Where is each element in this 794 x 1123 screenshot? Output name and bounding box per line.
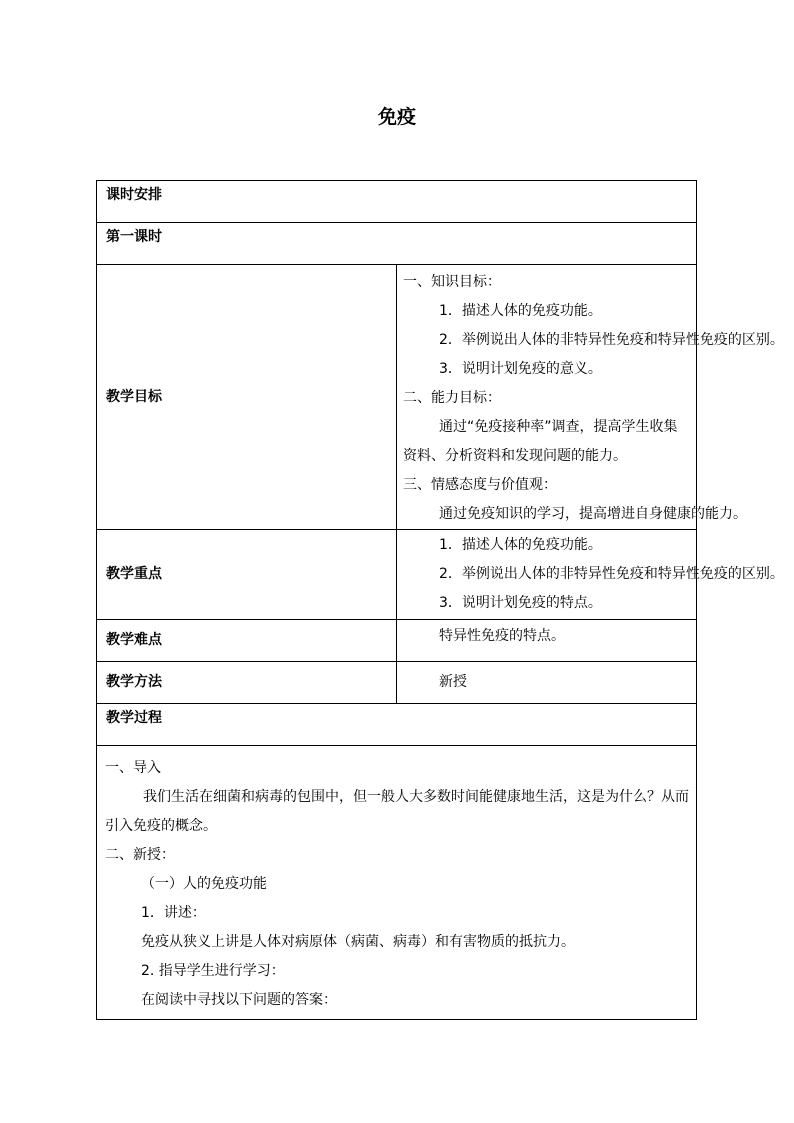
- table-row: [97, 662, 697, 704]
- table-row: [97, 704, 697, 746]
- process-line: 在阅读中寻找以下问题的答案：: [141, 992, 337, 1008]
- key-points-cell: [397, 530, 784, 620]
- key-point-line: 3．说明计划免疫的特点。: [439, 595, 602, 611]
- methods-cell: [397, 662, 697, 704]
- key-points-label: 教学重点: [97, 530, 397, 620]
- process-line: 一、导入: [105, 760, 161, 776]
- table-row: [97, 223, 697, 265]
- difficulties-label: 教学难点: [97, 620, 397, 662]
- process-line: 1．讲述：: [141, 905, 206, 921]
- process-line: 免疫从狭义上讲是人体对病原体（病菌、病毒）和有害物质的抵抗力。: [141, 934, 575, 950]
- objective-line: 二、能力目标：: [403, 390, 501, 406]
- page-title: 免疫: [377, 106, 416, 128]
- table-row: [97, 530, 697, 620]
- key-point-line: 2．举例说出人体的非特异性免疫和特异性免疫的区别。: [439, 566, 784, 582]
- process-line: 我们生活在细菌和病毒的包围中，但一般人大多数时间能健康地生活，这是为什么？从而引入免疫的概念。: [105, 789, 689, 834]
- difficulties-cell: [397, 620, 697, 662]
- objective-line: 一、知识目标：: [403, 274, 501, 290]
- process-line: （一）人的免疫功能: [141, 876, 267, 892]
- lesson-plan-table: [96, 180, 784, 1020]
- objectives-cell: [397, 265, 784, 530]
- objective-line: 1．描述人体的免疫功能。: [439, 303, 602, 319]
- schedule-header: 课时安排: [97, 181, 697, 223]
- difficulties-text: 特异性免疫的特点。: [439, 628, 565, 644]
- objective-line: 2．举例说出人体的非特异性免疫和特异性免疫的区别。: [439, 332, 784, 348]
- objective-line: 三、情感态度与价值观：: [403, 477, 557, 493]
- methods-label: 教学方法: [97, 662, 397, 704]
- table-row: [97, 181, 697, 223]
- table-row: [97, 746, 697, 1020]
- process-line: 二、新授：: [105, 847, 175, 863]
- key-point-line: 1．描述人体的免疫功能。: [439, 537, 602, 553]
- methods-text: 新授: [439, 674, 467, 690]
- lesson-header: 第一课时: [97, 223, 697, 265]
- objective-line: 通过免疫知识的学习，提高增进自身健康的能力。: [439, 506, 747, 522]
- objectives-label: 教学目标: [97, 265, 397, 530]
- objective-line: 3．说明计划免疫的意义。: [439, 361, 602, 377]
- objective-line: 通过“免疫接种率”调查，提高学生收集资料、分析资料和发现问题的能力。: [403, 419, 678, 464]
- process-cell: [97, 746, 697, 1020]
- process-header: 教学过程: [97, 704, 697, 746]
- process-line: 2. 指导学生进行学习：: [141, 963, 285, 979]
- table-row: [97, 265, 697, 530]
- table-row: [97, 620, 697, 662]
